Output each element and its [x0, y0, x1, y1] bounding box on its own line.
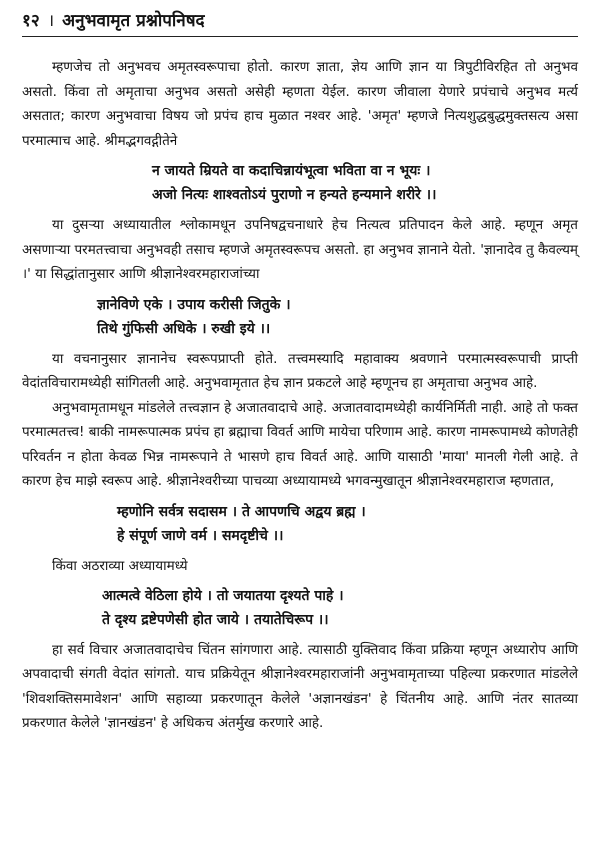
verse-dnyaneshwari-5: [22, 500, 578, 548]
paragraph-4: अनुभवामृतामधून मांडलेले तत्त्वज्ञान हे अजातवादाचे आहे. अजातवादामध्येही कार्यनिर्मिती नाही. आहे तो फक्त परमात्मतत्त्व! बाकी नामरूपात्मक प्रपंच हा ब्रह्माचा विवर्त आणि मायेचा परिणाम आहे. कारण नामरूपामध्ये कोणतेही परिवर्तन न होता केवळ भिन्न नामरूपाने ते भासणे हाच विवर्त आहे. आणि यासाठी 'माया' मानली गेली आहे. ते कारण हेच माझे स्वरूप आहे. श्रीज्ञानेश्वरीच्या पाचव्या अध्यायामध्ये भगवन्मुखातून श्रीज्ञानेश्वरमहाराज म्हणतात,: [22, 399, 578, 489]
paragraph-3: या वचनानुसार ज्ञानानेच स्वरूपप्राप्ती होते. तत्त्वमस्यादि महावाक्य श्रवणाने परमात्मस्वरूपाची प्राप्ती वेदांतविचारामध्येही सांगितली आहे. अनुभवामृतात हेच ज्ञान प्रकटले आहे म्हणूनच हा अमृताचा अनुभव आहे.: [22, 350, 578, 391]
verse-dnyaneshwar-1: [22, 293, 578, 341]
page-number: १२: [22, 11, 40, 31]
verse-line: आत्मत्वे वेठिला होये । तो जयातया दृश्यते पाहे ।: [102, 587, 344, 604]
paragraph-5: किंवा अठराव्या अध्यायामध्ये: [52, 557, 188, 574]
verse-gita: [22, 159, 578, 207]
verse-dnyaneshwari-18: [22, 584, 578, 632]
verse-line: न जायते म्रियते वा कदाचिन्नायंभूत्वा भविता वा न भूयः ।: [152, 163, 431, 179]
header-separator: ।: [47, 11, 55, 31]
paragraph-2: या दुसऱ्या अध्यायातील श्लोकामधून उपनिषद्वचनाधारे हेच नित्यत्व प्रतिपादन केले आहे. म्हणून अमृत असणाऱ्या परमतत्त्वाचा अनुभवही तसाच म्हणजे अमृतस्वरूपच असतो. हा अनुभव ज्ञानाने येतो. 'ज्ञानादेव तु कैवल्यम् ।' या सिद्धांतानुसार आणि श्रीज्ञानेश्वरमहाराजांच्या: [22, 217, 578, 282]
page-header: [22, 8, 578, 37]
verse-line: म्हणोनि सर्वत्र सदासम । ते आपणचि अद्वय ब्रह्म ।: [117, 503, 366, 520]
verse-line: तिथे गुंफिसी अधिके । रुखी इये ।।: [97, 320, 271, 337]
paragraph-6: हा सर्व विचार अजातवादाचेच चिंतन सांगणारा आहे. त्यासाठी युक्तिवाद किंवा प्रक्रिया म्हणून अध्यारोप आणि अपवादाची संगती वेदांत सांगतो. याच प्रक्रियेतून श्रीज्ञानेश्वरमहाराजांनी अनुभवामृताच्या पहिल्या प्रकरणात मांडलेले 'शिवशक्तिसमावेशन' आणि सहाव्या प्रकरणातून केलेले 'अज्ञानखंडन' हे चिंतनीय आहे. आणि नंतर सातव्या प्रकरणात केलेले 'ज्ञानखंडन' हे अधिकच अंतर्मुख करणारे आहे.: [22, 641, 578, 731]
verse-line: हे संपूर्ण जाणे वर्म । समदृष्टीचे ।।: [117, 527, 284, 544]
verse-line: ज्ञानेविणे एके । उपाय करीसी जितुके ।: [97, 296, 291, 313]
verse-line: ते दृश्य द्रष्टेपणेसी होत जाये । तयातेचिरूप ।।: [102, 611, 329, 628]
book-title: अनुभवामृत प्रश्नोपनिषद: [62, 11, 205, 31]
paragraph-1: म्हणजेच तो अनुभवच अमृतस्वरूपाचा होतो. कारण ज्ञाता, ज्ञेय आणि ज्ञान या त्रिपुटीविरहित तो अनुभव असतो. किंवा तो अमृताचा अनुभव असतो असेही म्हणता येईल. कारण जीवाला येणारे प्रपंचाचे अनुभव मर्त्य असतात; कारण अनुभवाचा विषय जो प्रपंच हाच मुळात नश्वर आहे. 'अमृत' म्हणजे नित्यशुद्धबुद्धमुक्तसत्य असा परमात्माच आहे. श्रीमद्भगवद्गीतेने: [22, 59, 578, 149]
verse-line: अजो नित्यः शाश्वतोऽयं पुराणो न हन्यते हन्यमाने शरीरे ।।: [152, 187, 437, 203]
